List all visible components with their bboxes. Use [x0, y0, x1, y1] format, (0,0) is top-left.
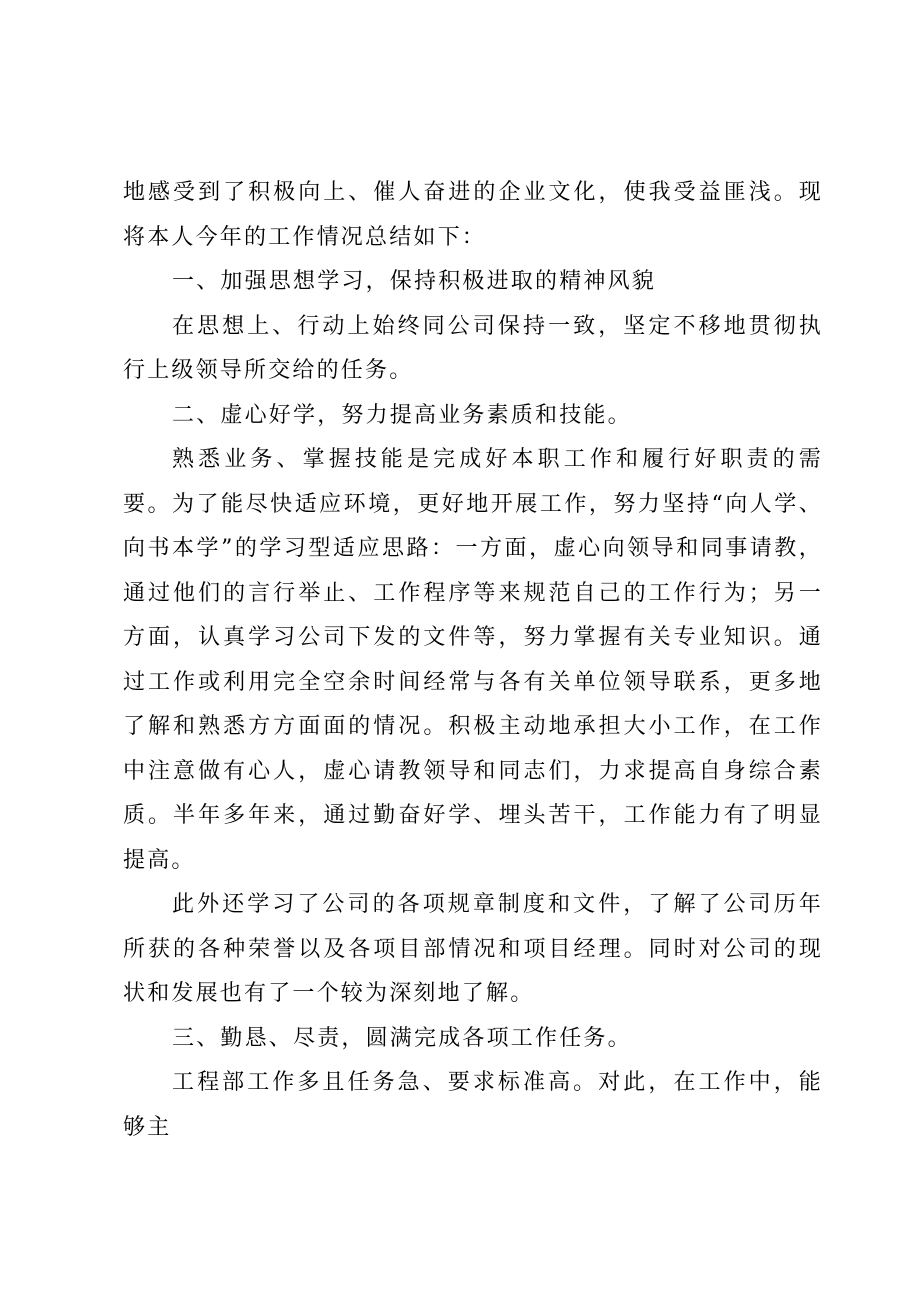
- paragraph-intro-continuation: 地感受到了积极向上、催人奋进的企业文化，使我受益匪浅。现将本人今年的工作情况总结如下：: [123, 180, 823, 250]
- document-body: [123, 171, 823, 1150]
- section-heading-2: 二、虚心好学，努力提高业务素质和技能。: [172, 402, 632, 428]
- paragraph-engineering-work: 工程部工作多且任务急、要求标准高。对此，在工作中，能够主: [123, 1070, 823, 1140]
- section-heading-1: 一、加强思想学习，保持积极进取的精神风貌: [172, 269, 657, 294]
- paragraph-company-rules: 此外还学习了公司的各项规章制度和文件，了解了公司历年所获的各种荣誉以及各项目部情况和项目经理。同时对公司的现状和发展也有了一个较为深刻地了解。: [123, 892, 823, 1006]
- section-heading-3: 三、勤恳、尽责，圆满完成各项工作任务。: [172, 1025, 632, 1051]
- paragraph-ideology: 在思想上、行动上始终同公司保持一致，坚定不移地贯彻执行上级领导所交给的任务。: [123, 313, 823, 383]
- paragraph-learning: 熟悉业务、掌握技能是完成好本职工作和履行好职责的需要。为了能尽快适应环境，更好地开展工作，努力坚持“向人学、向书本学”的学习型适应思路：一方面，虚心向领导和同事请教，通过他们的言行举止、工作程序等来规范自己的工作行为；另一方面，认真学习公司下发的文件等，努力掌握有关专业知识。通过工作或利用完全空余时间经常与各有关单位领导联系，更多地了解和熟悉方方面面的情况。积极主动地承担大小工作，在工作中注意做有心人，虚心请教领导和同志们，力求提高自身综合素质。半年多年来，通过勤奋好学、埋头苦干，工作能力有了明显提高。: [123, 447, 823, 873]
